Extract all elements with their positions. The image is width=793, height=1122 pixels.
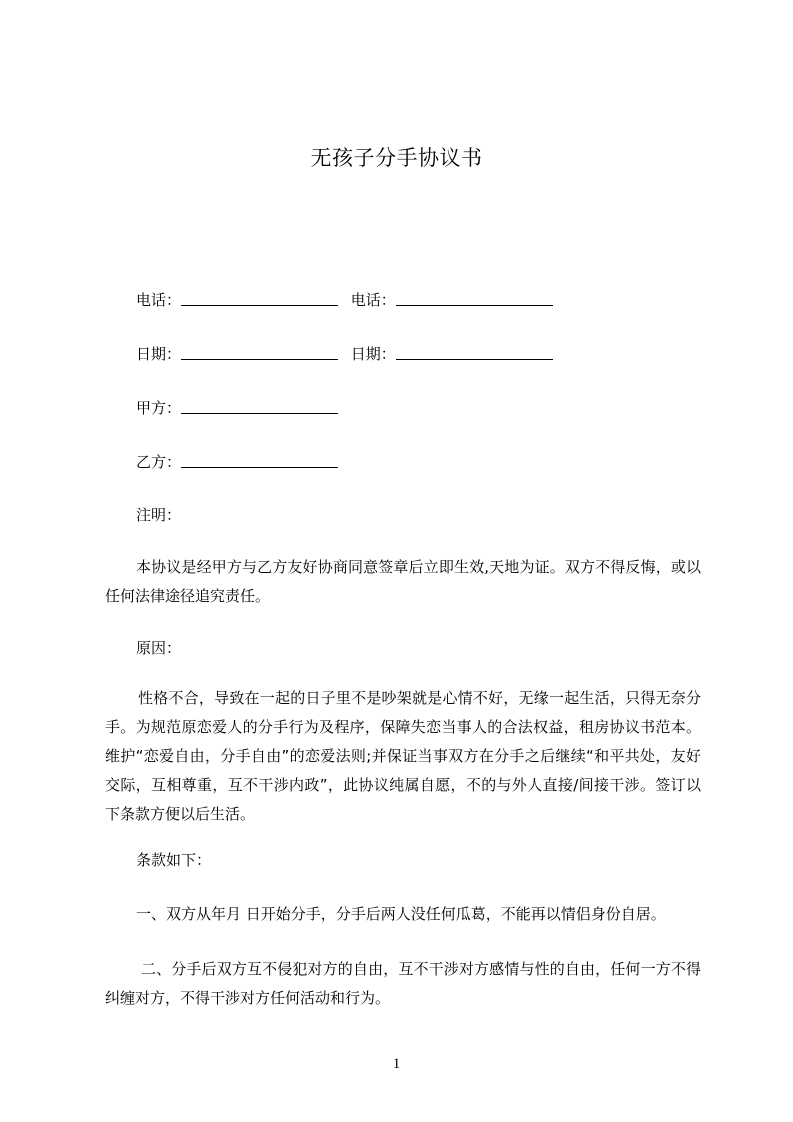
party-a-label: 甲方： [136,399,182,417]
party-b-row [136,450,338,474]
party-a-field [136,396,338,420]
notes-paragraph: 本协议是经甲方与乙方友好协商同意签章后立即生效,天地为证。双方不得反悔，或以任何法律途径追究责任。 [105,558,701,605]
phone-blank-left[interactable] [181,288,338,306]
phone-label-right: 电话： [350,291,396,309]
date-field-right [351,342,553,366]
date-blank-right[interactable] [396,342,553,360]
party-a-row [136,396,338,420]
terms-heading: 条款如下： [136,851,212,869]
page-number: 1 [392,1056,401,1072]
document-title: 无孩子分手协议书 [310,146,483,170]
phone-field-left [136,288,338,312]
party-a-blank[interactable] [181,396,338,414]
notes-heading: 注明： [136,506,182,524]
reason-paragraph: 性格不合，导致在一起的日子里不是吵架就是心情不好，无缘一起生活，只得无奈分手。为规范原恋爱人的分手行为及程序，保障失恋当事人的合法权益，租房协议书范本。维护“恋爱自由，分手自由”的恋爱法则;并保证当事双方在分手之后继续“和平共处，友好交际，互相尊重，互不干涉内政”，此协议纯属自愿，不的与外人直接/间接干涉。签订以下条款方便以后生活。 [105,689,701,823]
date-field-left [136,342,338,366]
phone-label-left: 电话： [136,291,182,309]
phone-blank-right[interactable] [396,288,553,306]
party-b-blank[interactable] [181,450,338,468]
party-b-field [136,450,338,474]
term-1-paragraph: 一、双方从年月 日开始分手，分手后两人没任何瓜葛，不能再以情侣身份自居。 [136,905,666,923]
date-label-left: 日期： [136,345,182,363]
phone-field-right [351,288,553,312]
party-b-label: 乙方： [136,453,182,471]
date-row [136,342,553,366]
reason-heading: 原因： [136,639,182,657]
date-blank-left[interactable] [181,342,338,360]
term-2-paragraph: 二、分手后双方互不侵犯对方的自由，互不干涉对方感情与性的自由，任何一方不得纠缠对方，不得干涉对方任何活动和行为。 [105,960,701,1007]
phone-row [136,288,553,312]
date-label-right: 日期： [350,345,396,363]
